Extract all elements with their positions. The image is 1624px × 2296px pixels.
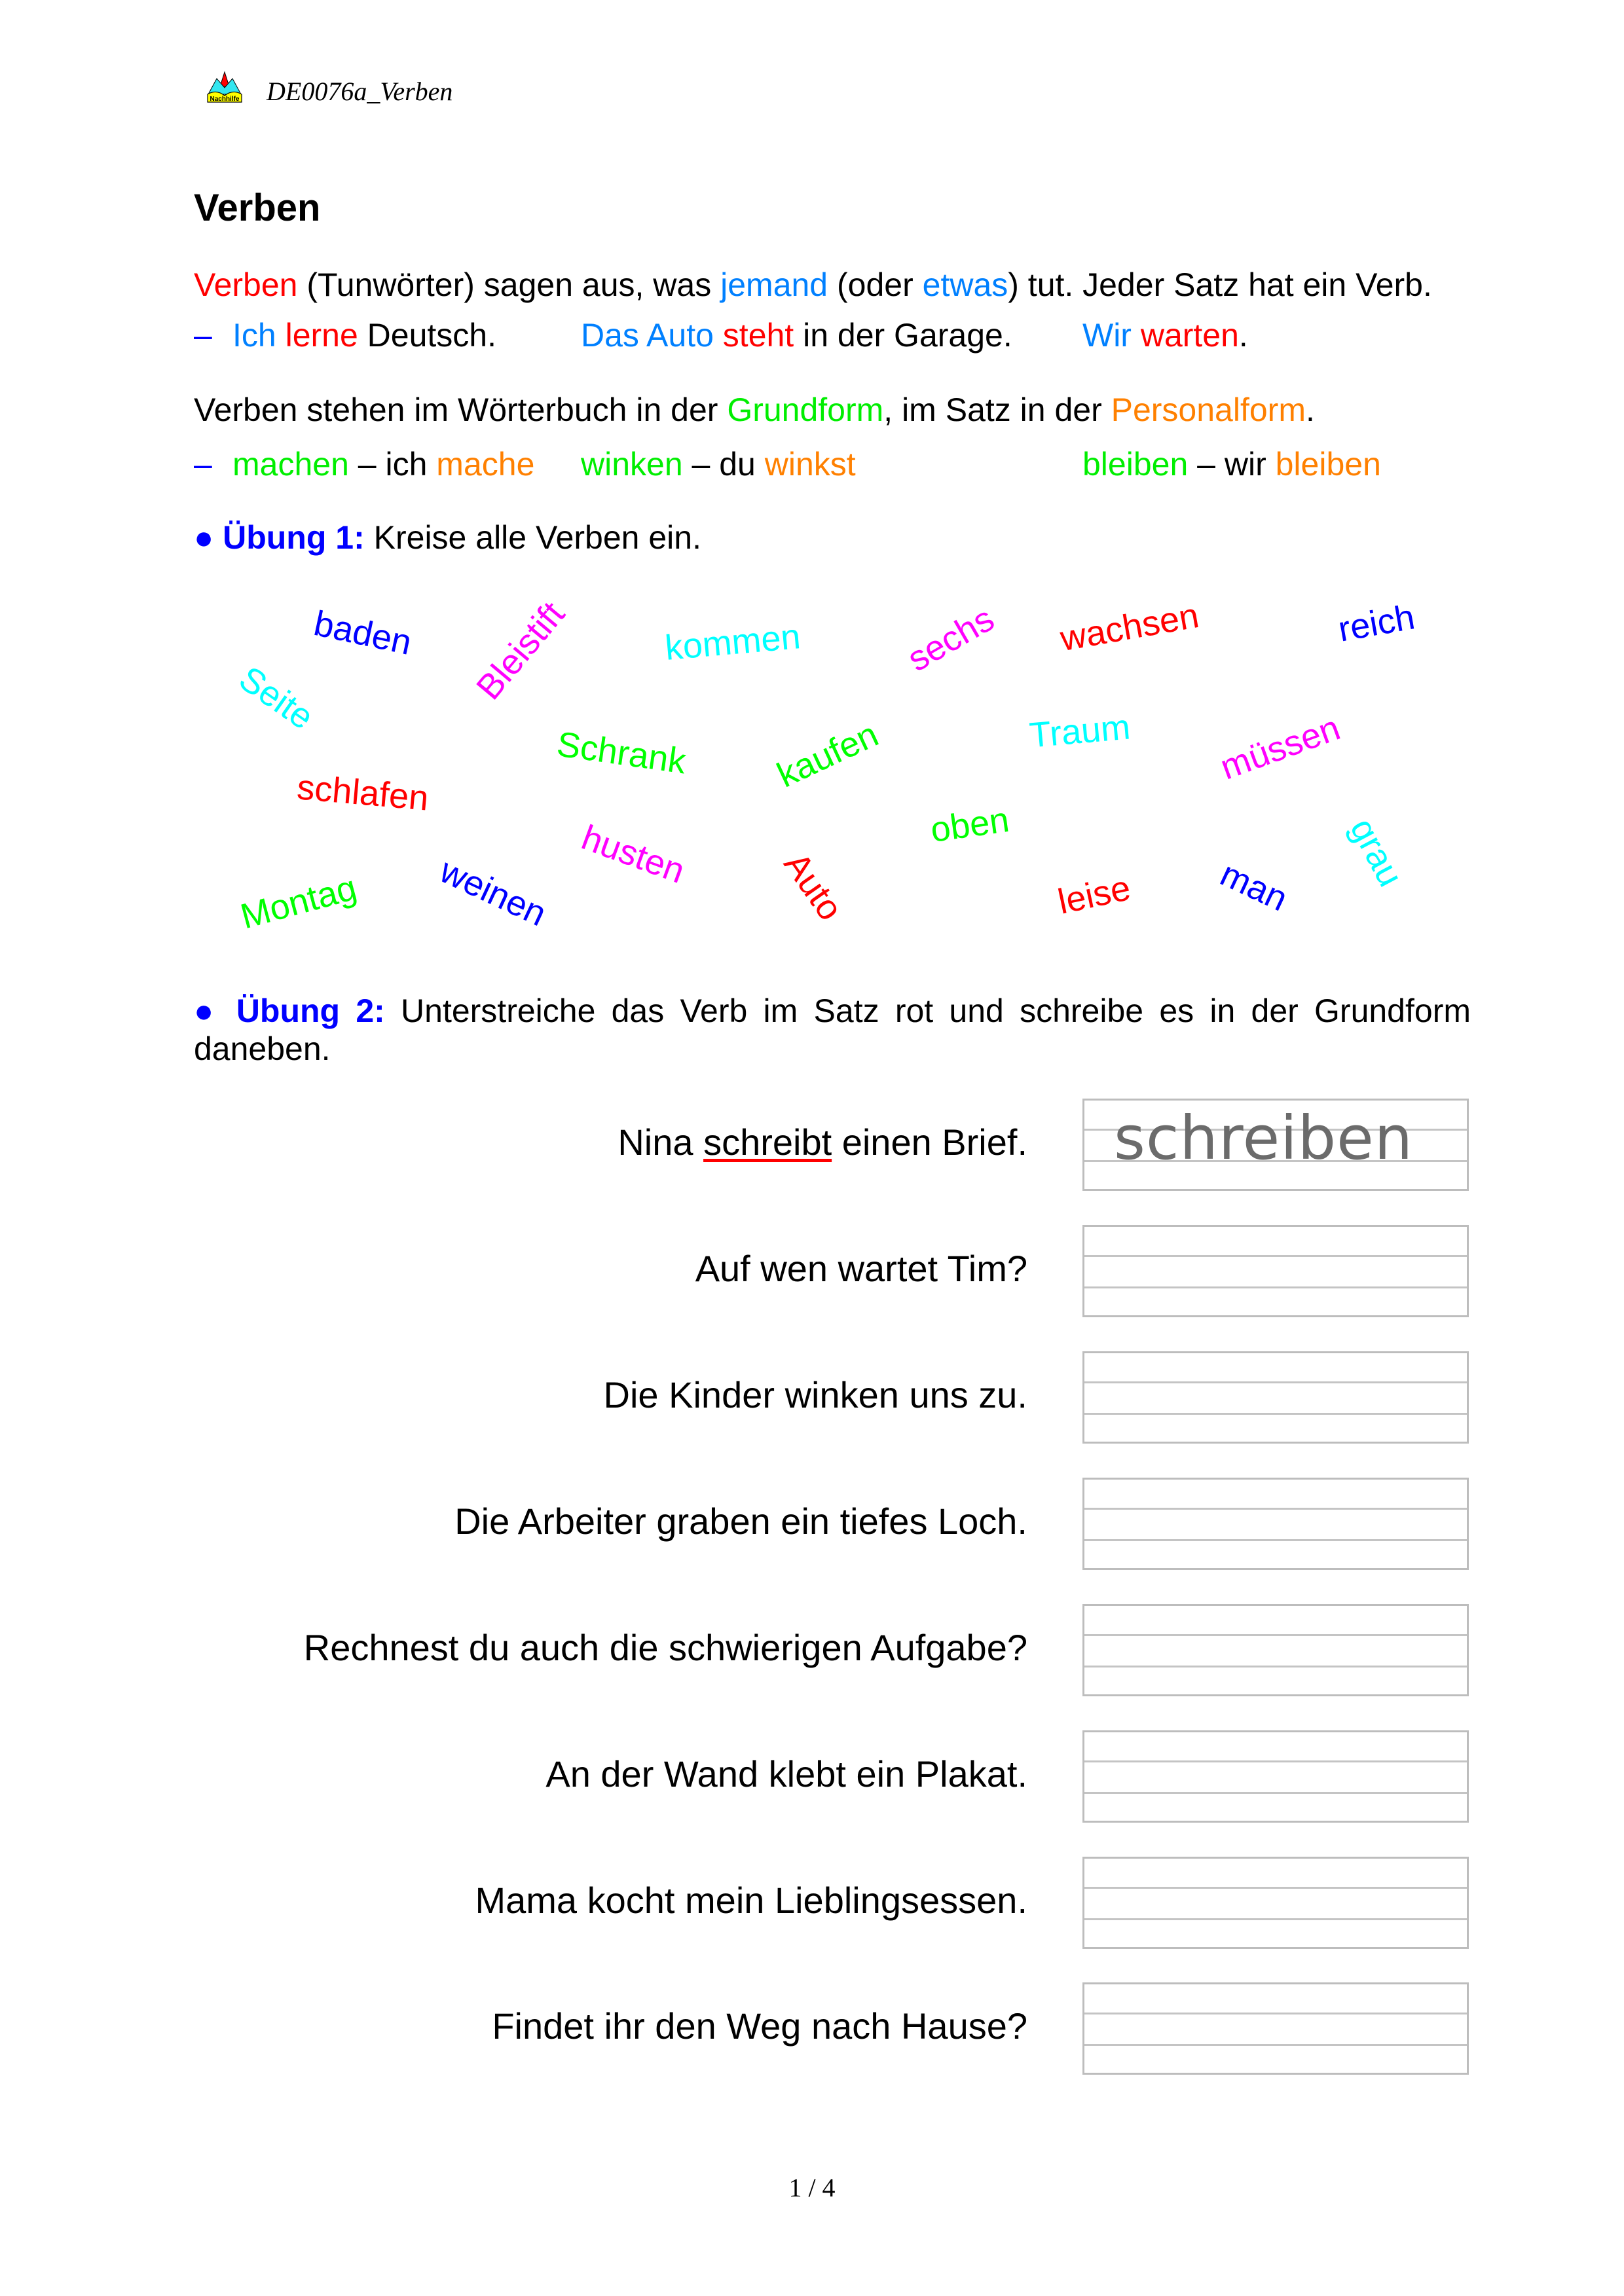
nachhilfe-logo-icon (206, 71, 244, 103)
word-cloud-item[interactable]: man (1214, 854, 1294, 919)
page-indicator: 1 / 4 (788, 2173, 836, 2202)
example-verb: lerne (276, 317, 358, 354)
pronoun: – ich (348, 446, 437, 483)
dash-bullet: – (194, 446, 212, 483)
exercise-1-instruction: Kreise alle Verben ein. (364, 519, 701, 556)
answer-box-8[interactable] (1082, 1982, 1469, 2075)
ruled-line (1084, 1508, 1467, 1510)
example-verb: steht (713, 317, 794, 354)
term-verben: Verben (194, 266, 298, 303)
term-etwas: etwas (922, 266, 1008, 303)
answer-box-1[interactable] (1082, 1099, 1469, 1191)
intro-definition (194, 265, 1432, 304)
definition-text: ) tut. Jeder Satz hat ein Verb. (1008, 266, 1432, 303)
ruled-line (1084, 2044, 1467, 2046)
ruled-line (1084, 2013, 1467, 2014)
ruled-line (1084, 1539, 1467, 1541)
ruled-line (1084, 1792, 1467, 1794)
word-cloud-item[interactable]: Auto (776, 845, 851, 928)
exercise-2-label: Übung 2: (236, 993, 385, 1029)
personalform-word: bleiben (1275, 446, 1381, 483)
exercise-sentence-4: Die Arbeiter graben ein tiefes Loch. (454, 1501, 1027, 1542)
dash-bullet: – (194, 317, 212, 354)
definition-text: (Tunwörter) sagen aus, was (297, 266, 721, 303)
ruled-line (1084, 1918, 1467, 1920)
answer-box-5[interactable] (1082, 1604, 1469, 1696)
sentence-text: einen Brief. (832, 1121, 1027, 1163)
word-cloud-item[interactable]: reich (1335, 597, 1418, 649)
exercise-sentence-1 (618, 1121, 1027, 1164)
exercise-sentence-2: Auf wen wartet Tim? (695, 1248, 1027, 1289)
term-personalform: Personalform (1111, 392, 1306, 428)
example-subject: Wir (1082, 317, 1132, 354)
intro-forms (194, 390, 1315, 429)
sentence-text: Nina (618, 1121, 704, 1163)
word-cloud-item[interactable]: Bleistift (469, 594, 572, 707)
form-example-1 (232, 445, 534, 484)
ruled-line (1084, 1887, 1467, 1889)
underlined-verb: schreibt (703, 1121, 832, 1163)
form-example-3 (1082, 445, 1381, 484)
exercise-2-heading (194, 992, 1471, 1068)
page-title: Verben (194, 187, 321, 229)
exercise-1-label: Übung 1: (223, 519, 365, 556)
word-cloud-item[interactable]: schlafen (295, 767, 430, 818)
term-jemand: jemand (720, 266, 828, 303)
word-cloud-item[interactable]: müssen (1215, 708, 1346, 788)
definition-text: (oder (828, 266, 923, 303)
answer-box-2[interactable] (1082, 1225, 1469, 1317)
answer-box-7[interactable] (1082, 1857, 1469, 1949)
personalform-word: mache (436, 446, 535, 483)
pronoun: – wir (1188, 446, 1276, 483)
word-cloud-item[interactable]: Montag (236, 867, 361, 937)
ruled-line (1084, 1255, 1467, 1257)
grundform-word: machen (232, 446, 349, 483)
example-subject: Das Auto (581, 317, 714, 354)
word-cloud-item[interactable]: kaufen (771, 714, 885, 795)
exercise-1-heading (194, 518, 701, 557)
ruled-line (1084, 1666, 1467, 1667)
answer-box-3[interactable] (1082, 1351, 1469, 1444)
word-cloud-item[interactable]: Schrank (554, 724, 689, 782)
grundform-word: bleiben (1082, 446, 1189, 483)
ruled-line (1084, 1634, 1467, 1636)
exercise-sentence-3: Die Kinder winken uns zu. (603, 1374, 1027, 1415)
word-cloud-item[interactable]: wachsen (1057, 595, 1202, 659)
word-cloud-item[interactable]: husten (576, 818, 690, 891)
exercise-sentence-5: Rechnest du auch die schwierigen Aufgabe? (303, 1627, 1027, 1668)
pronoun: – du (682, 446, 765, 483)
word-cloud-item[interactable]: oben (928, 799, 1012, 850)
bullet-icon: ● (194, 993, 221, 1029)
exercise-sentence-8: Findet ihr den Weg nach Hause? (492, 2005, 1027, 2047)
example-rest: in der Garage. (794, 317, 1012, 354)
forms-text: Verben stehen im Wörterbuch in der (194, 392, 728, 428)
example-subject: Ich (232, 317, 276, 354)
logo-label: Nachhilfe (210, 96, 240, 103)
forms-text: , im Satz in der (883, 392, 1111, 428)
example-1 (232, 316, 496, 355)
word-cloud-item[interactable]: kommen (663, 617, 802, 668)
ruled-line (1084, 1760, 1467, 1762)
grundform-word: winken (581, 446, 683, 483)
bullet-icon: ● (194, 519, 214, 556)
ruled-line (1084, 1286, 1467, 1288)
forms-text: . (1305, 392, 1315, 428)
exercise-2-instruction: Unterstreiche das Verb im Satz rot und schreibe es in der Grundform daneben. (194, 993, 1471, 1067)
personalform-word: winkst (764, 446, 856, 483)
word-cloud-item[interactable]: leise (1054, 868, 1134, 922)
example-3 (1082, 316, 1248, 355)
word-cloud-item[interactable]: Traum (1027, 707, 1132, 756)
ruled-line (1084, 1381, 1467, 1383)
example-2 (581, 316, 1012, 355)
exercise-sentence-7: Mama kocht mein Lieblingsessen. (475, 1880, 1027, 1921)
answer-box-6[interactable] (1082, 1730, 1469, 1823)
word-cloud-item[interactable]: Seite (232, 659, 321, 737)
example-verb: warten (1131, 317, 1239, 354)
example-rest: Deutsch. (358, 317, 496, 354)
form-example-2 (581, 445, 856, 484)
word-cloud-item[interactable]: baden (310, 604, 415, 663)
ruled-line (1084, 1413, 1467, 1415)
word-cloud-item[interactable]: weinen (434, 850, 553, 934)
word-cloud-item[interactable]: grau (1342, 812, 1411, 893)
word-cloud-item[interactable]: sechs (900, 598, 1001, 680)
document-title: DE0076a_Verben (267, 77, 453, 106)
answer-box-4[interactable] (1082, 1478, 1469, 1570)
example-rest: . (1238, 317, 1248, 354)
term-grundform: Grundform (727, 392, 884, 428)
exercise-sentence-6: An der Wand klebt ein Plakat. (545, 1753, 1027, 1795)
answer-handwriting: schreiben (1114, 1103, 1414, 1173)
